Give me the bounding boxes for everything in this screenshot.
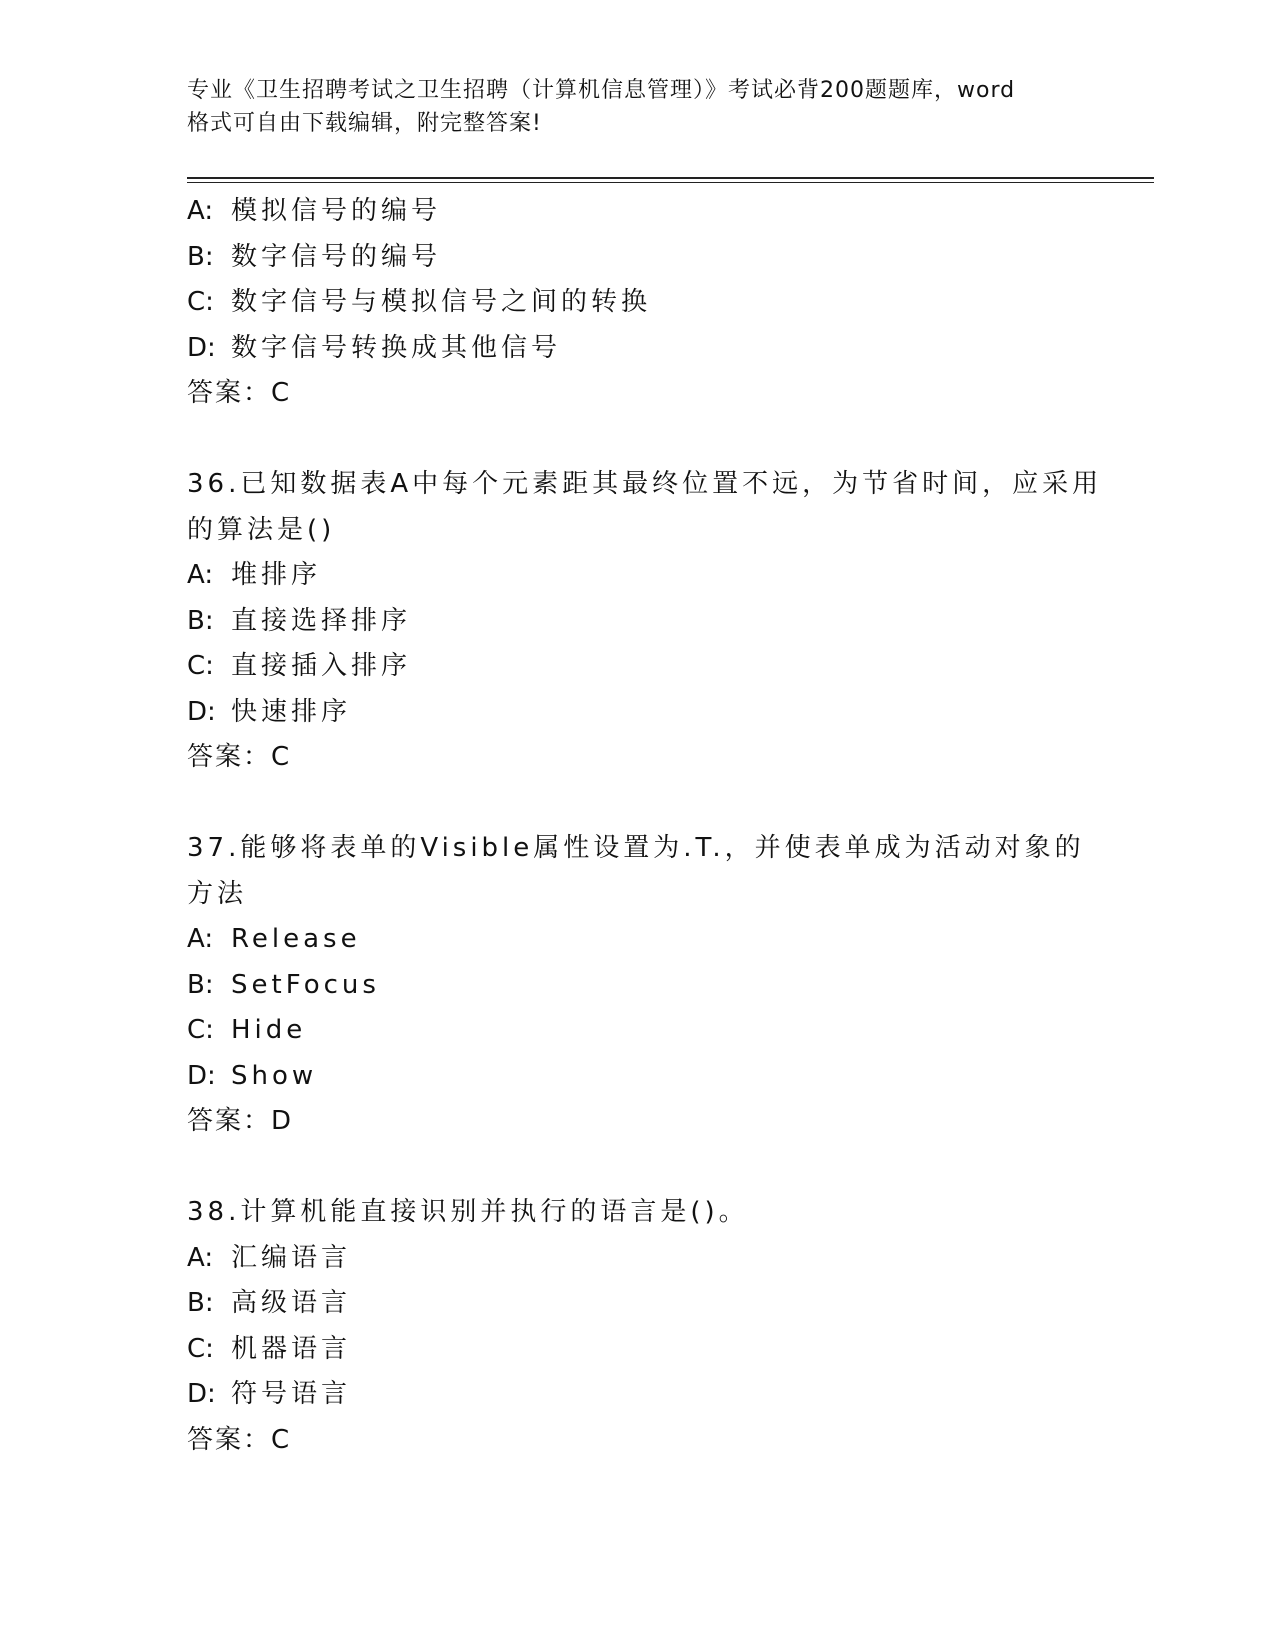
option-label: D:: [187, 1060, 216, 1091]
option-label: B:: [187, 1288, 214, 1318]
option-a: [187, 1236, 1087, 1282]
option-text: 快速排序: [231, 696, 352, 727]
option-text: 数字信号与模拟信号之间的转换: [231, 287, 652, 317]
option-text: 模拟信号的编号: [231, 196, 442, 226]
document-body: [187, 189, 1103, 1463]
option-text: 符号语言: [231, 1379, 352, 1409]
option-label: C:: [187, 287, 214, 317]
option-a: [187, 553, 1087, 599]
option-b: [187, 963, 1087, 1009]
option-label: A:: [187, 1242, 214, 1273]
option-text: 堆排序: [231, 560, 322, 590]
option-label: A:: [187, 560, 214, 590]
question-35: [187, 189, 1087, 417]
header-line-1: 专业《卫生招聘考试之卫生招聘（计算机信息管理）》考试必背200题题库，word: [187, 78, 1016, 103]
question-36: [187, 462, 1103, 781]
question-stem-line-1: 36.已知数据表A中每个元素距其最终位置不远，为节省时间，应采用: [187, 469, 1103, 499]
option-b: [187, 599, 1087, 645]
option-a: [187, 189, 1087, 235]
option-text: 直接插入排序: [231, 651, 412, 681]
option-text: 机器语言: [231, 1333, 352, 1364]
option-text: 直接选择排序: [231, 605, 412, 636]
question-stem-line-2: 的算法是(): [187, 514, 336, 545]
option-text: SetFocus: [231, 969, 380, 1000]
answer-line: 答案：C: [187, 378, 292, 408]
option-c: [187, 280, 1087, 326]
question-38: [187, 1190, 1087, 1463]
option-a: [187, 917, 1087, 963]
question-stem-line-1: 38.计算机能直接识别并执行的语言是()。: [187, 1197, 749, 1227]
option-label: D:: [187, 696, 216, 727]
option-text: 数字信号的编号: [231, 241, 442, 272]
question-stem-line-2: 方法: [187, 878, 248, 909]
option-text: Show: [231, 1060, 318, 1091]
question-37: [187, 826, 1087, 1145]
option-c: [187, 1008, 1087, 1054]
option-text: 汇编语言: [231, 1242, 352, 1273]
option-label: B:: [187, 241, 214, 272]
document-header: [187, 74, 1087, 140]
option-text: Hide: [231, 1015, 307, 1045]
option-b: [187, 235, 1087, 281]
option-text: 数字信号转换成其他信号: [231, 332, 562, 363]
answer-line: 答案：C: [187, 1424, 292, 1455]
option-d: [187, 326, 1087, 372]
option-label: B:: [187, 969, 214, 1000]
option-d: [187, 690, 1087, 736]
option-label: C:: [187, 651, 214, 681]
option-label: A:: [187, 924, 214, 954]
option-b: [187, 1281, 1087, 1327]
option-d: [187, 1372, 1087, 1418]
header-divider-thick: [187, 177, 1154, 179]
option-label: D:: [187, 332, 216, 363]
option-c: [187, 644, 1087, 690]
header-line-2: 格式可自由下载编辑，附完整答案!: [187, 111, 542, 136]
option-label: D:: [187, 1379, 216, 1409]
option-label: A:: [187, 196, 214, 226]
option-label: C:: [187, 1015, 214, 1045]
option-label: B:: [187, 605, 214, 636]
answer-line: 答案：C: [187, 742, 292, 772]
option-text: Release: [231, 924, 361, 954]
answer-line: 答案：D: [187, 1106, 294, 1136]
question-stem-line-1: 37.能够将表单的Visible属性设置为.T.，并使表单成为活动对象的: [187, 833, 1085, 863]
option-text: 高级语言: [231, 1288, 352, 1318]
option-c: [187, 1327, 1087, 1373]
header-divider-thin: [187, 182, 1154, 183]
option-d: [187, 1054, 1087, 1100]
option-label: C:: [187, 1333, 214, 1364]
